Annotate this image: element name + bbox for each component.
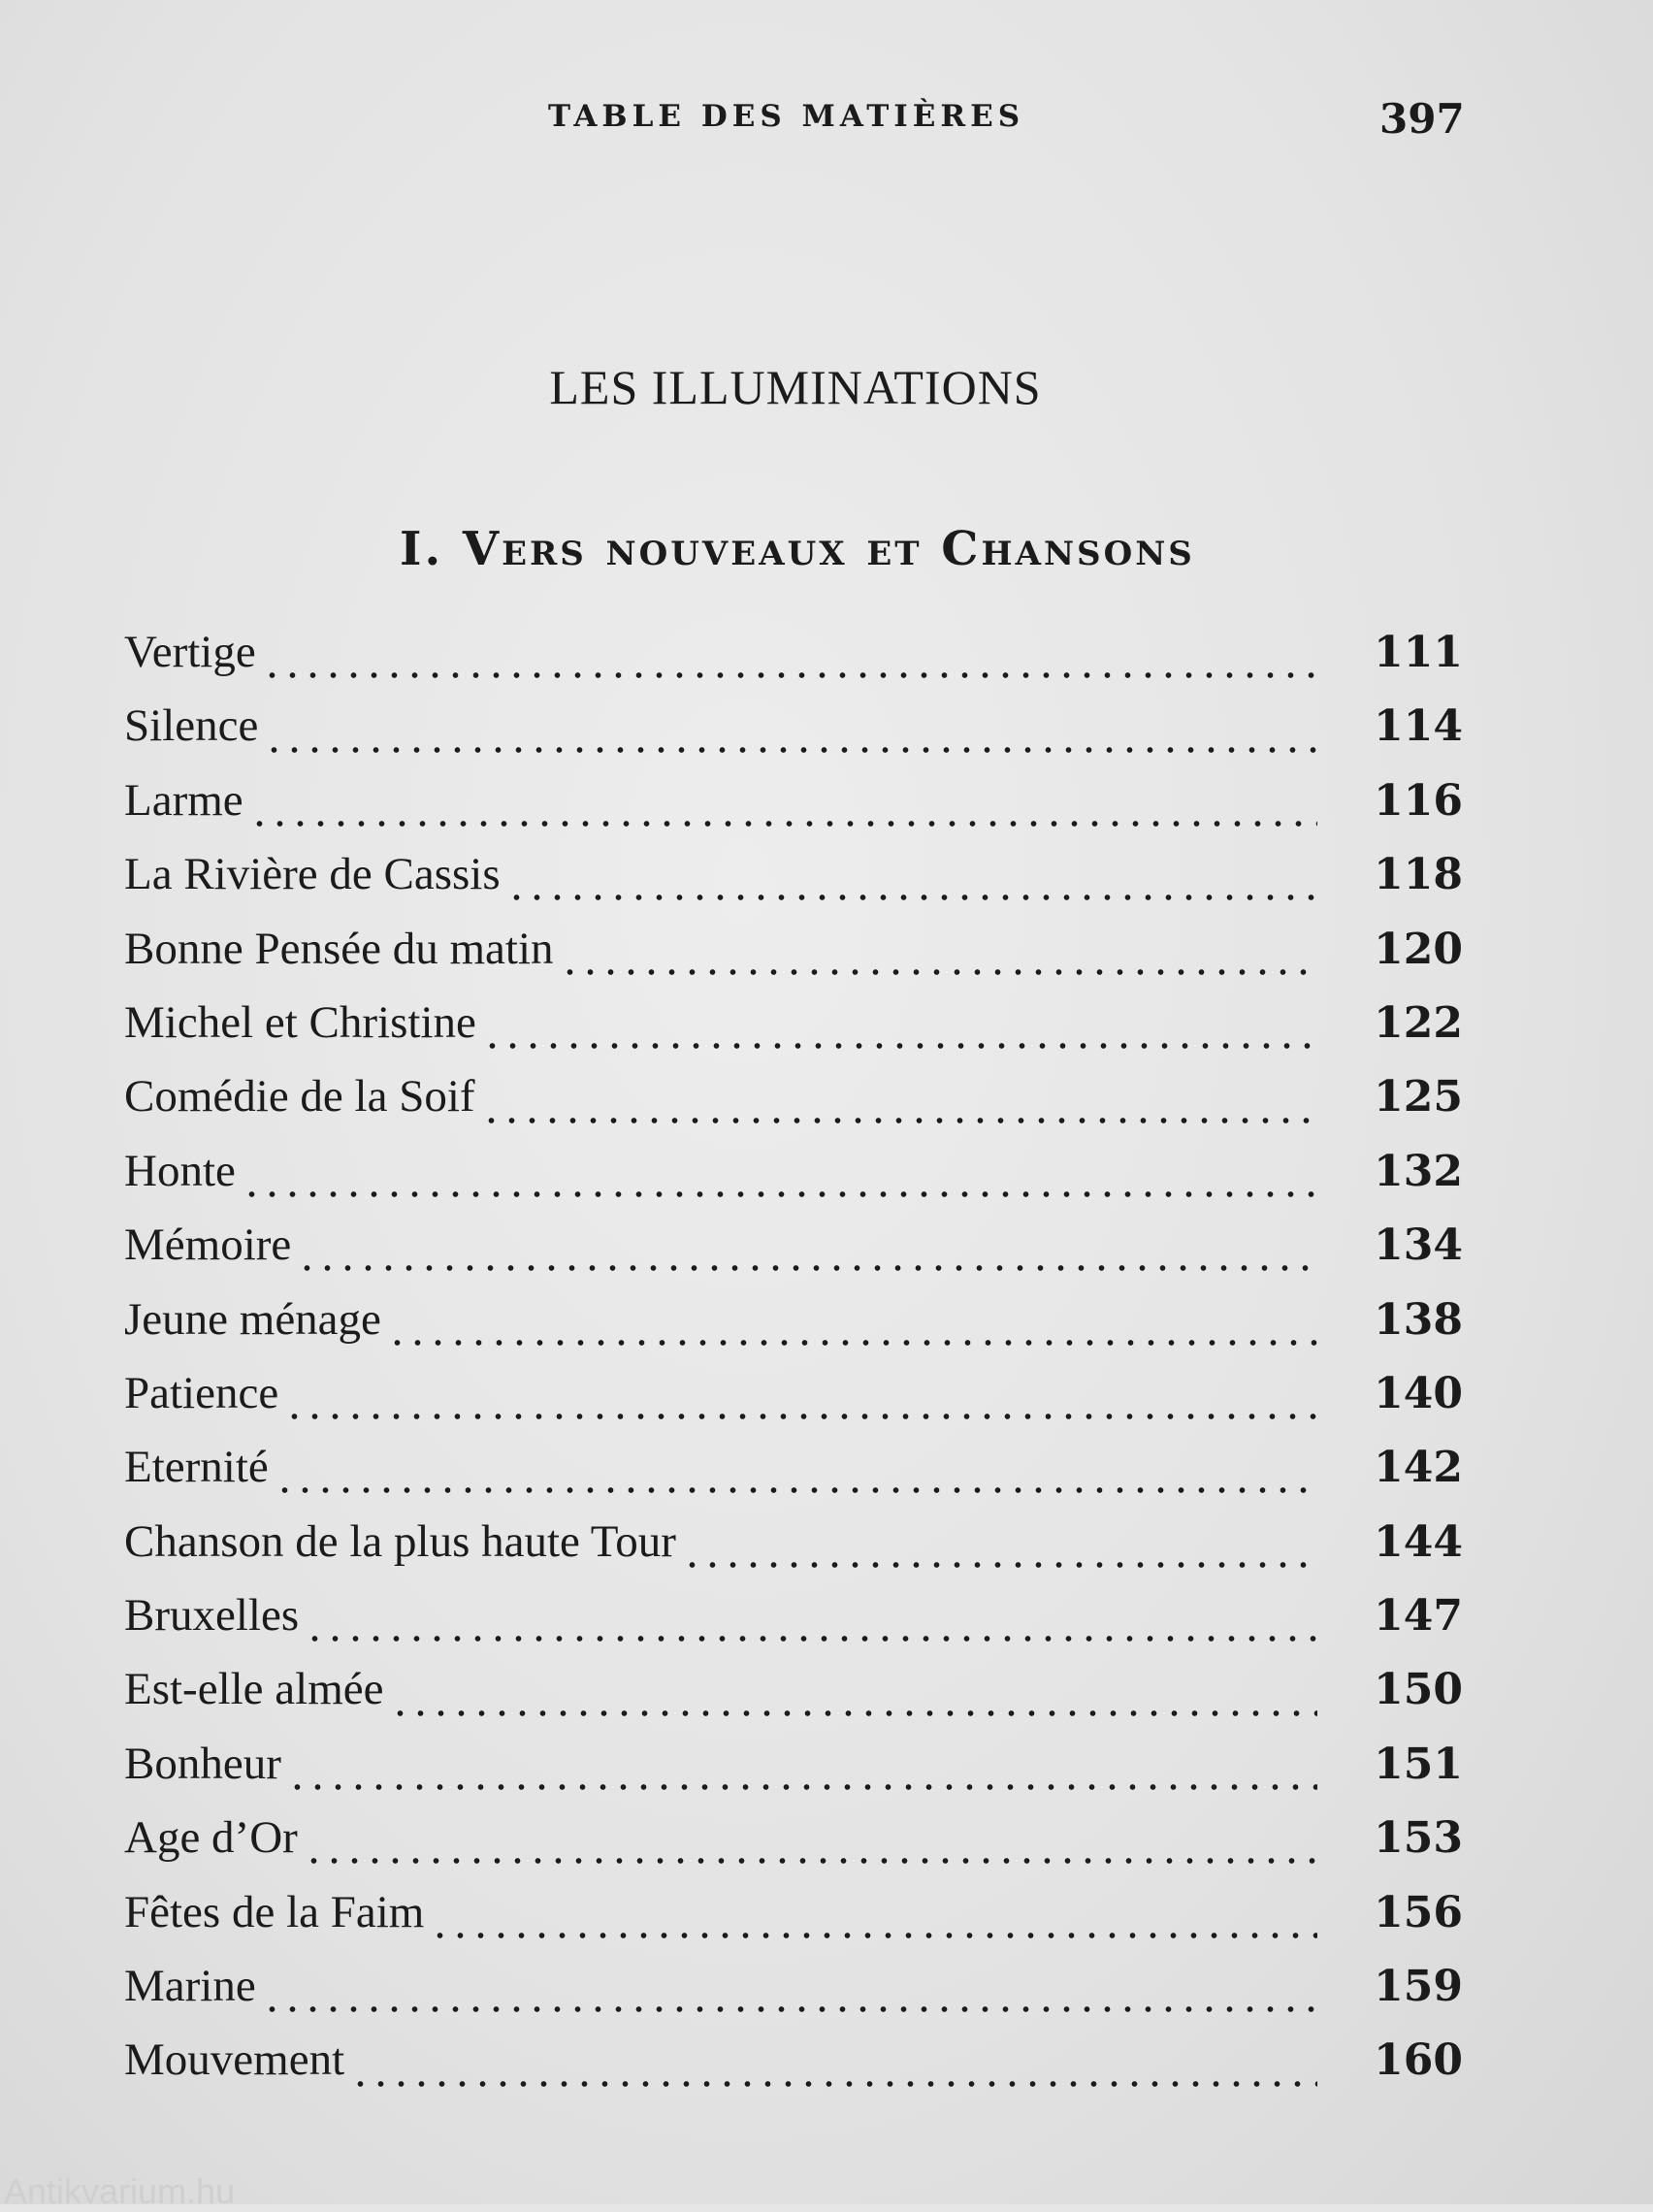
running-header	[0, 95, 1653, 144]
dot-leader	[560, 967, 1317, 977]
toc-entry-page: 116	[1374, 775, 1463, 826]
dot-leader	[387, 1338, 1317, 1348]
dot-leader	[304, 1856, 1317, 1866]
toc-entry-title: Michel et Christine	[124, 996, 476, 1048]
toc-entry	[124, 1811, 1463, 1885]
dot-leader	[506, 893, 1317, 902]
toc-entry-title: Marine	[124, 1961, 256, 2012]
toc-entry	[124, 1367, 1463, 1441]
page-number: 397	[1379, 95, 1465, 143]
toc-entry	[124, 774, 1463, 848]
toc-entry-page: 147	[1374, 1591, 1463, 1642]
toc-entry-title: Fêtes de la Faim	[124, 1886, 425, 1937]
dot-leader	[305, 1634, 1317, 1643]
toc-entry-title: Honte	[124, 1145, 236, 1196]
toc-entry	[124, 1219, 1463, 1292]
toc-entry	[124, 626, 1463, 699]
dot-leader	[482, 1041, 1317, 1051]
toc-entry-page: 111	[1374, 628, 1463, 677]
dot-leader	[481, 1116, 1317, 1125]
toc-entry	[124, 1070, 1463, 1144]
toc-entry-page: 142	[1374, 1443, 1463, 1493]
toc-entry-page: 150	[1374, 1665, 1463, 1715]
toc-entry-page: 120	[1374, 924, 1463, 974]
toc-entry	[124, 996, 1463, 1070]
toc-entry-title: Chanson de la plus haute Tour	[124, 1515, 676, 1567]
dot-leader	[262, 2004, 1317, 2014]
table-of-contents	[124, 626, 1463, 2108]
toc-entry-title: La Rivière de Cassis	[124, 849, 501, 900]
dot-leader	[242, 1189, 1317, 1199]
toc-entry-page: 132	[1374, 1146, 1463, 1196]
toc-entry-title: Jeune ménage	[124, 1293, 381, 1345]
toc-entry	[124, 1738, 1463, 1811]
dot-leader	[297, 1263, 1317, 1273]
dot-leader	[284, 1412, 1317, 1421]
dot-leader	[275, 1485, 1317, 1495]
toc-entry	[124, 699, 1463, 773]
dot-leader	[264, 745, 1317, 755]
toc-entry-page: 134	[1374, 1220, 1463, 1271]
dot-leader	[287, 1782, 1317, 1792]
toc-entry-title: Patience	[124, 1367, 279, 1418]
toc-entry	[124, 1663, 1463, 1737]
watermark: Antikvarium.hu	[4, 2171, 236, 2211]
toc-entry	[124, 1515, 1463, 1589]
toc-entry-page: 160	[1374, 2035, 1463, 2086]
toc-entry	[124, 1293, 1463, 1367]
toc-entry	[124, 1960, 1463, 2033]
toc-entry	[124, 848, 1463, 922]
toc-entry-title: Vertige	[124, 627, 256, 677]
toc-entry	[124, 1589, 1463, 1663]
toc-entry-page: 125	[1374, 1072, 1463, 1122]
toc-entry-page: 140	[1374, 1368, 1463, 1418]
toc-entry	[124, 2033, 1463, 2107]
toc-entry-title: Silence	[124, 700, 259, 752]
dot-leader	[262, 670, 1317, 680]
toc-entry-title: Mouvement	[124, 2034, 345, 2086]
toc-entry-title: Age d’Or	[124, 1812, 298, 1864]
dot-leader	[390, 1708, 1318, 1718]
toc-entry	[124, 923, 1463, 996]
toc-entry-title: Est-elle almée	[124, 1664, 384, 1715]
toc-entry-title: Comédie de la Soif	[124, 1071, 475, 1122]
toc-entry-page: 153	[1374, 1813, 1463, 1864]
section-heading: I. Vers nouveaux et Chansons	[400, 522, 1195, 576]
toc-entry-page: 159	[1374, 1962, 1463, 2012]
toc-entry	[124, 1441, 1463, 1514]
toc-entry-page: 138	[1374, 1294, 1463, 1345]
toc-entry-title: Bonheur	[124, 1738, 281, 1789]
dot-leader	[430, 1931, 1317, 1940]
dot-leader	[249, 819, 1317, 829]
toc-entry-page: 156	[1374, 1887, 1463, 1937]
toc-entry-page: 114	[1374, 701, 1463, 752]
toc-entry-page: 151	[1374, 1739, 1463, 1789]
main-title: LES ILLUMINATIONS	[549, 360, 1042, 414]
toc-entry-title: Bonne Pensée du matin	[124, 923, 554, 974]
toc-entry-page: 144	[1374, 1516, 1463, 1567]
toc-entry-title: Larme	[124, 774, 243, 826]
toc-entry-page: 122	[1374, 997, 1463, 1048]
toc-entry-title: Bruxelles	[124, 1590, 300, 1642]
toc-entry	[124, 1145, 1463, 1219]
toc-entry-page: 118	[1374, 850, 1463, 900]
dot-leader	[682, 1560, 1317, 1570]
dot-leader	[350, 2079, 1317, 2089]
toc-entry-title: Eternité	[124, 1442, 269, 1493]
toc-entry	[124, 1886, 1463, 1960]
toc-entry-title: Mémoire	[124, 1220, 292, 1271]
running-title: TABLE DES MATIÈRES	[548, 99, 1025, 134]
